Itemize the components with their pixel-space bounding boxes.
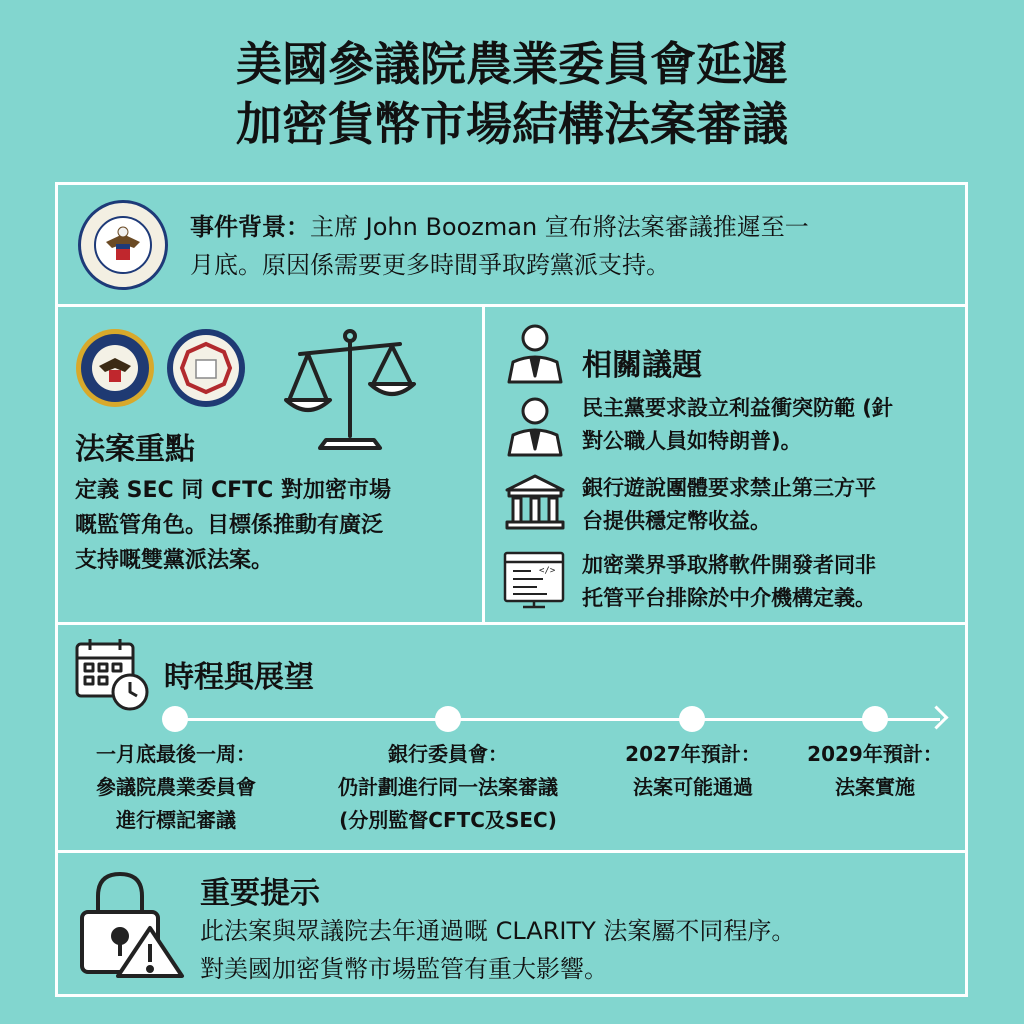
cftc-seal-icon <box>166 328 246 408</box>
bill-text <box>75 473 475 578</box>
milestone-4-line-1: 2029年預計： <box>807 742 943 766</box>
bill-line-3: 支持嘅雙黨派法案。 <box>75 548 274 573</box>
notice-heading: 重要提示 <box>200 876 320 911</box>
bill-line-2: 嘅監管角色。目標係推動有廣泛 <box>75 513 384 538</box>
svg-text:</>: </> <box>539 566 556 576</box>
issue-3-line-1: 加密業界爭取將軟件開發者同非 <box>582 553 876 577</box>
milestone-2-line-2: 仍計劃進行同一法案審議 <box>338 775 558 799</box>
divider-issues <box>55 622 968 625</box>
notice-line-1: 此法案與眾議院去年通過嘅 CLARITY 法案屬不同程序。 <box>200 917 796 945</box>
divider-timeline <box>55 850 968 853</box>
notice-text <box>200 912 795 988</box>
issue-item-3 <box>582 549 962 615</box>
timeline-milestone-1 <box>66 738 286 837</box>
timeline-dot-2 <box>435 706 461 732</box>
issue-1-line-1: 民主黨要求設立利益衝突防範 (針 <box>582 396 893 420</box>
committee-seal-icon <box>76 198 170 292</box>
timeline-milestone-2 <box>300 738 596 837</box>
issues-heading: 相關議題 <box>582 348 702 383</box>
timeline-milestone-4 <box>786 738 964 804</box>
scales-icon <box>282 328 422 454</box>
background-line-2: 月底。原因係需要更多時間爭取跨黨派支持。 <box>190 251 670 279</box>
bill-line-1: 定義 SEC 同 CFTC 對加密市場 <box>75 478 391 503</box>
title-line-2: 加密貨幣市場結構法案審議 <box>236 97 788 151</box>
divider-background <box>55 304 968 307</box>
divider-vertical <box>482 304 485 624</box>
timeline-heading: 時程與展望 <box>164 660 314 695</box>
timeline-milestone-3 <box>600 738 786 804</box>
code-window-icon <box>503 549 565 611</box>
issue-3-line-2: 托管平台排除於中介機構定義。 <box>582 586 876 610</box>
timeline-dot-3 <box>679 706 705 732</box>
calendar-clock-icon <box>74 636 150 712</box>
milestone-1-line-2: 參議院農業委員會 <box>96 775 256 799</box>
title-line-1: 美國參議院農業委員會延遲 <box>236 37 788 91</box>
bill-heading: 法案重點 <box>75 432 195 467</box>
timeline-axis <box>170 718 940 721</box>
milestone-3-line-2: 法案可能通過 <box>633 775 753 799</box>
milestone-3-line-1: 2027年預計： <box>625 742 761 766</box>
background-text <box>190 208 960 284</box>
milestone-1-line-3: 進行標記審議 <box>116 808 236 832</box>
issue-2-line-1: 銀行遊說團體要求禁止第三方平 <box>582 476 876 500</box>
milestone-1-line-1: 一月底最後一周： <box>96 742 256 766</box>
timeline-dot-1 <box>162 706 188 732</box>
bank-icon <box>503 472 567 532</box>
person-icon <box>505 393 565 457</box>
notice-line-2: 對美國加密貨幣市場監管有重大影響。 <box>200 955 608 983</box>
issue-1-line-2: 對公職人員如特朗普)。 <box>582 429 802 453</box>
official-person-icon <box>505 320 565 384</box>
issue-2-line-2: 台提供穩定幣收益。 <box>582 509 771 533</box>
background-label: 事件背景： <box>190 213 310 241</box>
milestone-4-line-2: 法案實施 <box>835 775 915 799</box>
timeline-dot-4 <box>862 706 888 732</box>
sec-seal-icon <box>75 328 155 408</box>
issue-item-2 <box>582 472 962 538</box>
milestone-2-line-3: (分別監督CFTC及SEC) <box>339 808 557 832</box>
lock-warning-icon <box>76 866 186 980</box>
background-line-1: 主席 John Boozman 宣布將法案審議推遲至一 <box>310 213 809 241</box>
milestone-2-line-1: 銀行委員會： <box>388 742 508 766</box>
page-title <box>0 34 1024 154</box>
issue-item-1 <box>582 392 962 458</box>
